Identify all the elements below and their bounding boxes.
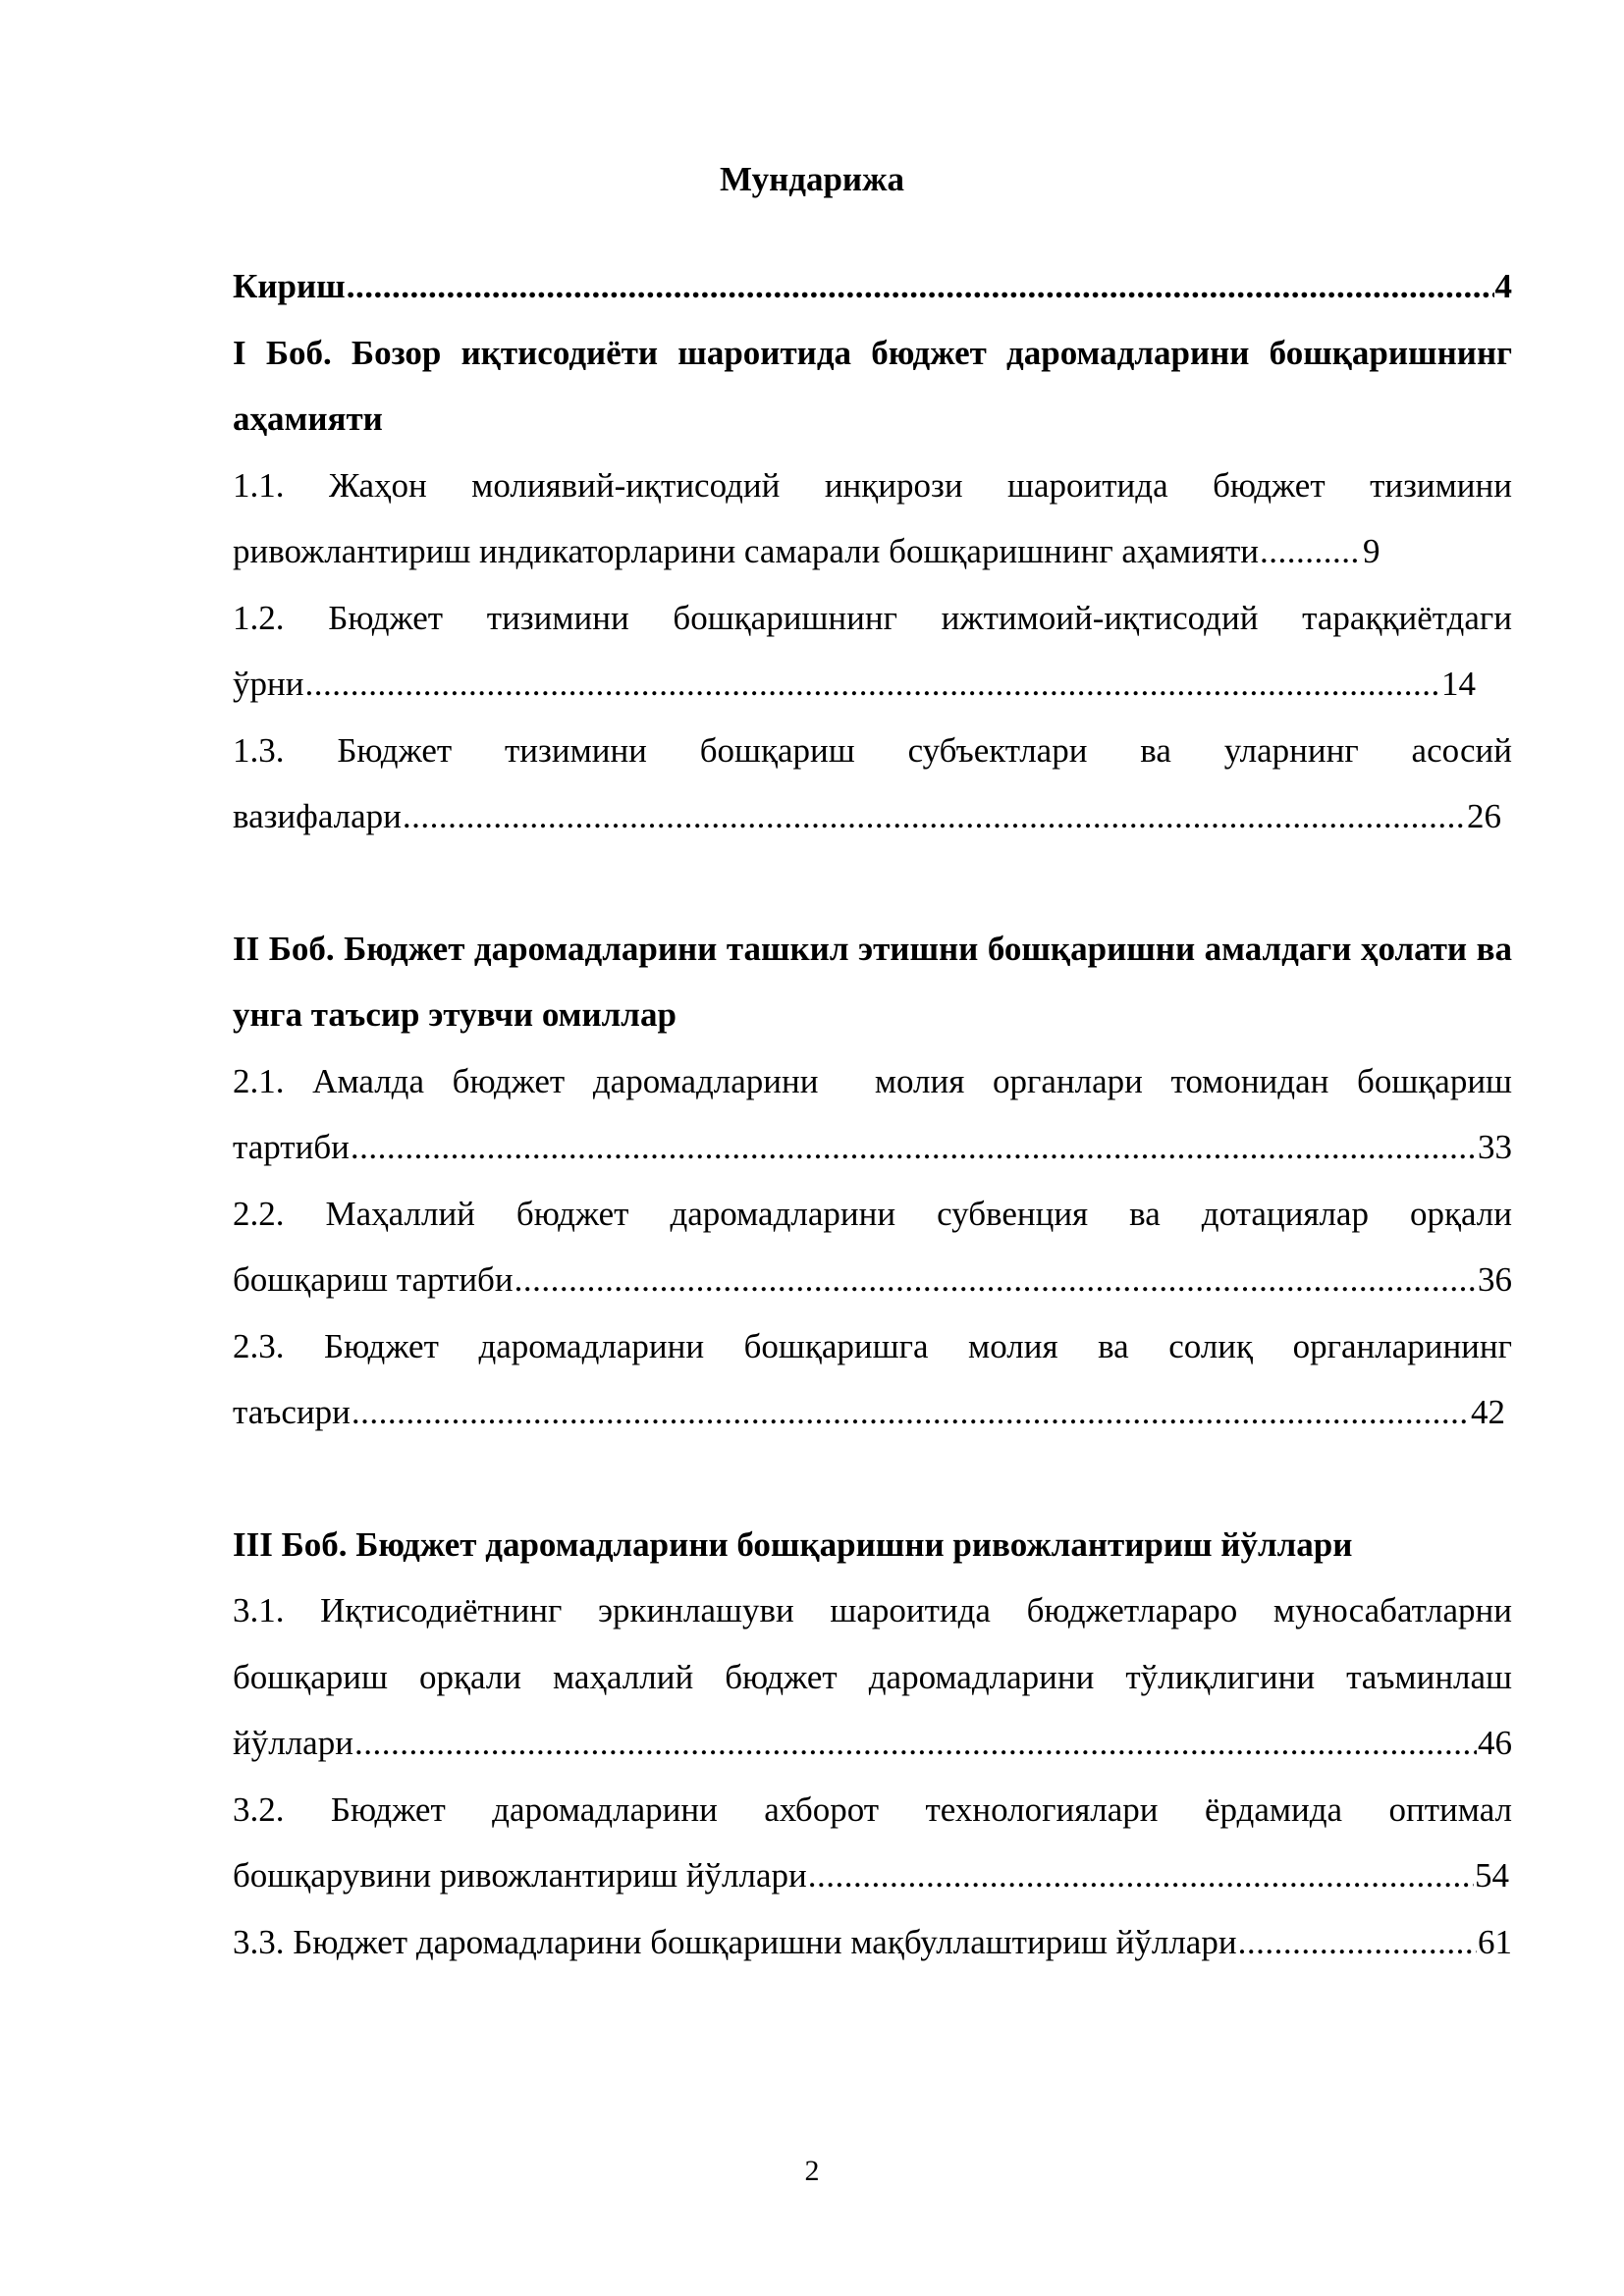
toc-leader-dots xyxy=(354,1710,1477,1777)
toc-entry-1-2[interactable] xyxy=(233,585,1512,718)
page-number: 2 xyxy=(804,2155,820,2187)
toc-leader-dots xyxy=(352,1379,1470,1446)
toc-entry-2-3[interactable] xyxy=(233,1313,1512,1446)
toc-leader-dots xyxy=(1238,1909,1477,1976)
toc-entry-line xyxy=(233,1842,1509,1909)
toc-leader-dots xyxy=(304,651,1440,718)
toc-page-number: 26 xyxy=(1467,797,1501,835)
toc-entry-title: Кириш xyxy=(233,267,346,305)
toc-entry-text: 1.3. Бюджет тизимини бошқариш субъектлари ва уларнинг асосий xyxy=(233,730,1512,770)
toc-leader-dots xyxy=(1260,518,1362,585)
toc-entry-title: бошқарувини ривожлантириш йўллари xyxy=(233,1856,807,1895)
toc-entry-line xyxy=(233,1379,1505,1446)
toc-entry-introduction[interactable] xyxy=(233,253,1512,320)
toc-leader-dots xyxy=(514,1247,1477,1313)
toc-entry-title: йўллари xyxy=(233,1724,353,1762)
toc-chapter-3[interactable]: III Боб. Бюджет даромадларини бошқаришни ривожлантириш йўллари xyxy=(233,1524,1353,1564)
toc-leader-dots xyxy=(808,1842,1474,1909)
toc-entry-2-2[interactable] xyxy=(233,1181,1512,1313)
toc-entry-text: 2.1. Амалда бюджет даромадларини молия органлари томонидан бошқариш xyxy=(233,1061,1512,1100)
toc-page-number: 33 xyxy=(1478,1128,1512,1166)
toc-entry-title: ривожлантириш индикаторларини самарали бошқаришнинг аҳамияти xyxy=(233,532,1260,570)
toc-entry-line xyxy=(233,253,1512,320)
toc-entry-line xyxy=(233,651,1476,718)
toc-entry-text: 2.2. Маҳаллий бюджет даромадларини субвенция ва дотациялар орқали xyxy=(233,1194,1512,1233)
toc-entry-title: 3.3. Бюджет даромадларини бошқаришни мақбуллаштириш йўллари xyxy=(233,1922,1237,1961)
toc-entry-line xyxy=(233,1114,1512,1181)
toc-chapter-1[interactable]: I Боб. Бозор иқтисодиёти шароитида бюджет даромадларини бошқаришнинг аҳамияти xyxy=(233,333,1512,438)
toc-entry-title: ўрни xyxy=(233,665,304,703)
toc-entry-line xyxy=(233,1247,1512,1313)
toc-entry-text: 1.2. Бюджет тизимини бошқаришнинг ижтимоий-иқтисодий тараққиётдаги xyxy=(233,598,1512,637)
toc-entry-title: таъсири xyxy=(233,1393,351,1431)
toc-entry-title: тартиби xyxy=(233,1128,350,1166)
toc-entry-3-1[interactable] xyxy=(233,1577,1512,1777)
toc-entry-title: бошқариш тартиби xyxy=(233,1260,514,1299)
toc-entry-2-1[interactable] xyxy=(233,1048,1512,1181)
toc-leader-dots xyxy=(347,253,1494,320)
toc-entry-text: 1.1. Жаҳон молиявий-иқтисодий инқирози шароитида бюджет тизимини xyxy=(233,465,1512,505)
toc-entry-line xyxy=(233,1909,1512,1976)
toc-entry-1-3[interactable] xyxy=(233,718,1512,850)
toc-entry-title: вазифалари xyxy=(233,797,402,835)
toc-page-number: 14 xyxy=(1441,665,1476,703)
toc-chapter-2[interactable]: II Боб. Бюджет даромадларини ташкил этишни бошқаришни амалдаги ҳолати ва унга таъсир этувчи омиллар xyxy=(233,929,1512,1034)
toc-page-number: 61 xyxy=(1478,1922,1512,1961)
toc-page-number: 54 xyxy=(1475,1856,1509,1895)
toc-entry-line xyxy=(233,518,1512,585)
page-title: Мундарижа xyxy=(720,160,904,198)
toc-page-number: 4 xyxy=(1494,267,1512,305)
toc-page-number: 46 xyxy=(1478,1724,1512,1762)
toc-entry-3-2[interactable] xyxy=(233,1777,1512,1909)
toc-entry-3-3[interactable] xyxy=(233,1909,1512,1976)
toc-entry-line xyxy=(233,1710,1512,1777)
toc-page-number: 9 xyxy=(1363,532,1380,570)
toc-leader-dots xyxy=(403,783,1466,850)
toc-page-number: 36 xyxy=(1478,1260,1512,1299)
toc-entry-1-1[interactable] xyxy=(233,453,1512,585)
toc-entry-text: 3.2. Бюджет даромадларини ахборот технологиялари ёрдамида оптимал xyxy=(233,1789,1512,1829)
toc-page-number: 42 xyxy=(1471,1393,1505,1431)
toc-entry-text: 2.3. Бюджет даромадларини бошқаришга молия ва солиқ органларининг xyxy=(233,1326,1512,1365)
table-of-contents xyxy=(233,253,1512,1975)
toc-entry-text: 3.1. Иқтисодиётнинг эркинлашуви шароитида бюджетлараро муносабатларни бошқариш орқали маҳаллий бюджет даромадларини тўлиқлигини таъминлаш xyxy=(233,1591,1512,1696)
toc-entry-line xyxy=(233,783,1501,850)
toc-leader-dots xyxy=(351,1114,1477,1181)
